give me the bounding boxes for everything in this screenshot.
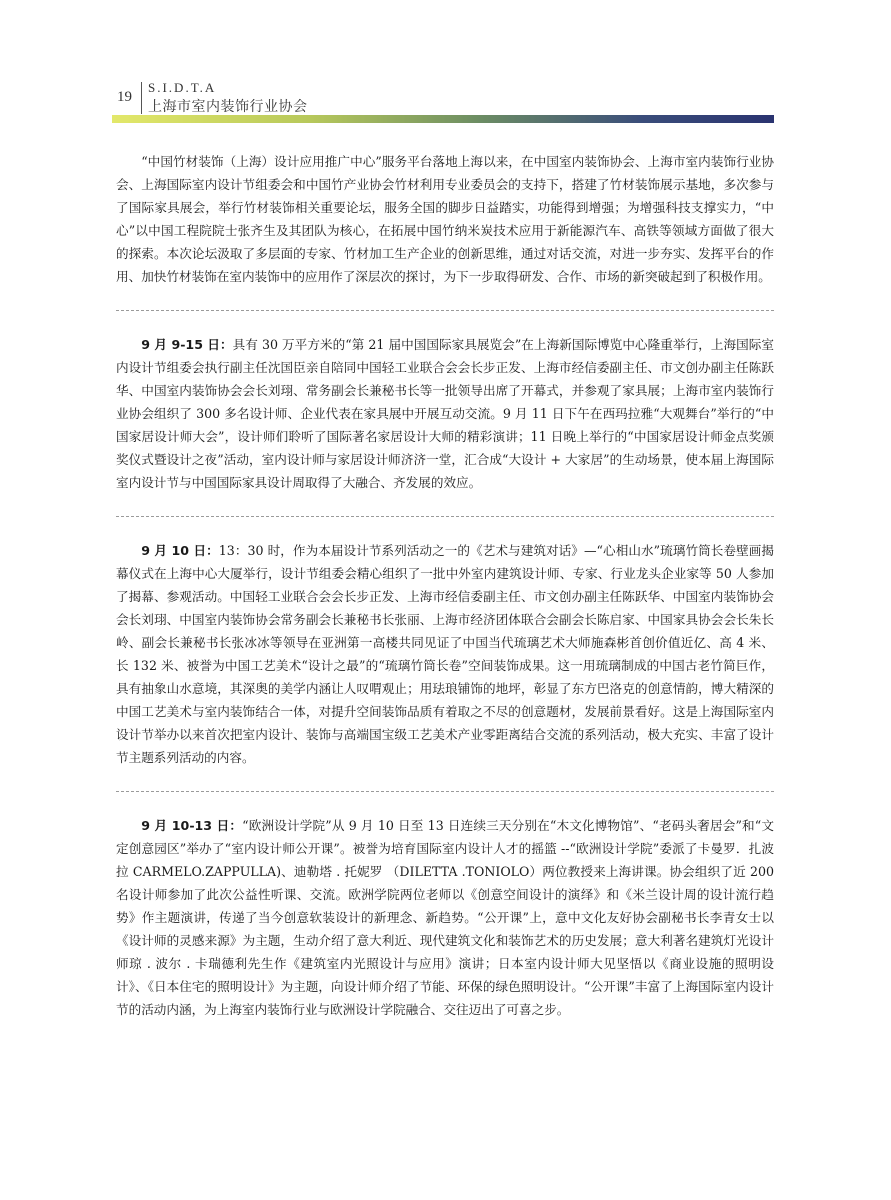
paragraph-date: 9 月 10 日： <box>141 543 219 558</box>
paragraph-sep-9-15 <box>116 333 774 494</box>
page-header <box>112 80 774 124</box>
paragraph-intro <box>116 150 774 288</box>
org-name: 上海市室内装饰行业协会 <box>148 99 308 115</box>
paragraph-date: 9 月 10-13 日： <box>141 818 243 833</box>
paragraph-text: “中国竹材装饰（上海）设计应用推广中心”服务平台落地上海以来，在中国室内装饰协会、上海市室内装饰行业协会、上海国际室内设计节组委会和中国竹产业协会竹材利用专业委员会的支持下，搭建了竹材装饰展示基地，多次参与了国际家具展会，举行竹材装饰相关重要论坛，服务全国的脚步日益踏实，功能得到增强；为增强科技支撑实力，“中心”以中国工程院院士张齐生及其团队为核心，在拓展中国竹纳米炭技术应用于新能源汽车、高铁等领域方面做了很大的探索。本次论坛汲取了多层面的专家、竹材加工生产企业的创新思维，通过对话交流，对进一步夯实、发挥平台的作用、加快竹材装饰在室内装饰中的应用作了深层次的探讨，为下一步取得研发、合作、市场的新突破起到了积极作用。 <box>116 154 774 284</box>
paragraph-text: 13：30 时，作为本届设计节系列活动之一的《艺术与建筑对话》—“心相山水”琉璃竹筒长卷壁画揭幕仪式在上海中心大厦举行，设计节组委会精心组织了一批中外室内建筑设计师、专家、行业龙头企业家等 50 人参加了揭幕、参观活动。中国轻工业联合会会长步正发、上海市经信委副主任、市文创办副主任陈跃华、中国室内装饰协会会长刘珝、中国室内装饰协会常务副会长兼秘书长张丽、上海市经济团体联合会副会长陈启家、中国家具协会会长朱长岭、副会长兼秘书长张冰冰等领导在亚洲第一高楼共同见证了中国当代琉璃艺术大师施森彬首创价值近亿、高 4 米、长 132 米、被誉为中国工艺美术“设计之最”的“琉璃竹筒长卷”空间装饰成果。这一用琉璃制成的中国古老竹简巨作，具有抽象山水意境，其深奥的美学内涵让人叹喟观止；用珐琅铺饰的地坪，彰显了东方巴洛克的创意情韵，博大精深的中国工艺美术与室内装饰结合一体，对提升空间装饰品质有着取之不尽的创意题材，发展前景看好。这是上海国际室内设计节举办以来首次把室内设计、装饰与高端国宝级工艺美术产业零距离结合交流的系列活动，极大充实、丰富了设计节主题系列活动的内容。 <box>116 543 774 765</box>
org-code: S.I.D.T.A <box>148 80 217 95</box>
paragraph-sep-10 <box>116 539 774 769</box>
paragraph-text: “欧洲设计学院”从 9 月 10 日至 13 日连续三天分别在“木文化博物馆”、“老码头奢居会”和“文定创意园区”举办了“室内设计师公开课”。被誉为培育国际室内设计人才的摇篮 --“欧洲设计学院”委派了卡曼罗．扎波拉 CARMELO.ZAPPULLA)、迪勒塔 . 托妮罗 （DILETTA .TONIOLO）两位教授来上海讲课。协会组织了近 200 名设计师参加了此次公益性听课、交流。欧洲学院两位老师以《创意空间设计的演绎》和《米兰设计周的设计流行趋势》作主题演讲，传递了当今创意软装设计的新理念、新趋势。“公开课”上，意中文化友好协会副秘书长李青女士以《设计师的灵感来源》为主题，生动介绍了意大利近、现代建筑文化和装饰艺术的历史发展；意大利著名建筑灯光设计师琼 . 波尔 . 卡瑞德利先生作《建筑室内光照设计与应用》演讲；日本室内设计师大见坚悟以《商业设施的照明设计》、《日本住宅的照明设计》为主题，向设计师介绍了节能、环保的绿色照明设计。“公开课”丰富了上海国际室内设计节的活动内涵，为上海室内装饰行业与欧洲设计学院融合、交往迈出了可喜之步。 <box>116 818 774 1017</box>
dashed-divider <box>116 791 774 792</box>
dashed-divider <box>116 310 774 311</box>
page-number: 19 <box>117 89 132 105</box>
paragraph-text: 具有 30 万平方米的“第 21 届中国国际家具展览会”在上海新国际博览中心隆重举行，上海国际室内设计节组委会执行副主任沈国臣亲自陪同中国轻工业联合会会长步正发、上海市经信委副主任、市文创办副主任陈跃华、中国室内装饰协会会长刘珝、常务副会长兼秘书长等一批领导出席了开幕式，并参观了家具展；上海市室内装饰行业协会组织了 300 多名设计师、企业代表在家具展中开展互动交流。9 月 11 日下午在西玛拉雅“大观舞台”举行的“中国家居设计师大会”，设计师们聆听了国际著名家居设计大师的精彩演讲；11 日晚上举行的“中国家居设计师金点奖颁奖仪式暨设计之夜”活动，室内设计师与家居设计师济济一堂，汇合成“大设计 + 大家居”的生动场景，使本届上海国际室内设计节与中国国际家具设计周取得了大融合、齐发展的效应。 <box>116 337 774 490</box>
article-body <box>116 150 774 1021</box>
header-gradient-bar <box>112 115 774 123</box>
paragraph-date: 9 月 9-15 日： <box>141 337 233 352</box>
header-divider <box>141 82 142 114</box>
paragraph-sep-10-13 <box>116 814 774 1021</box>
dashed-divider <box>116 516 774 517</box>
